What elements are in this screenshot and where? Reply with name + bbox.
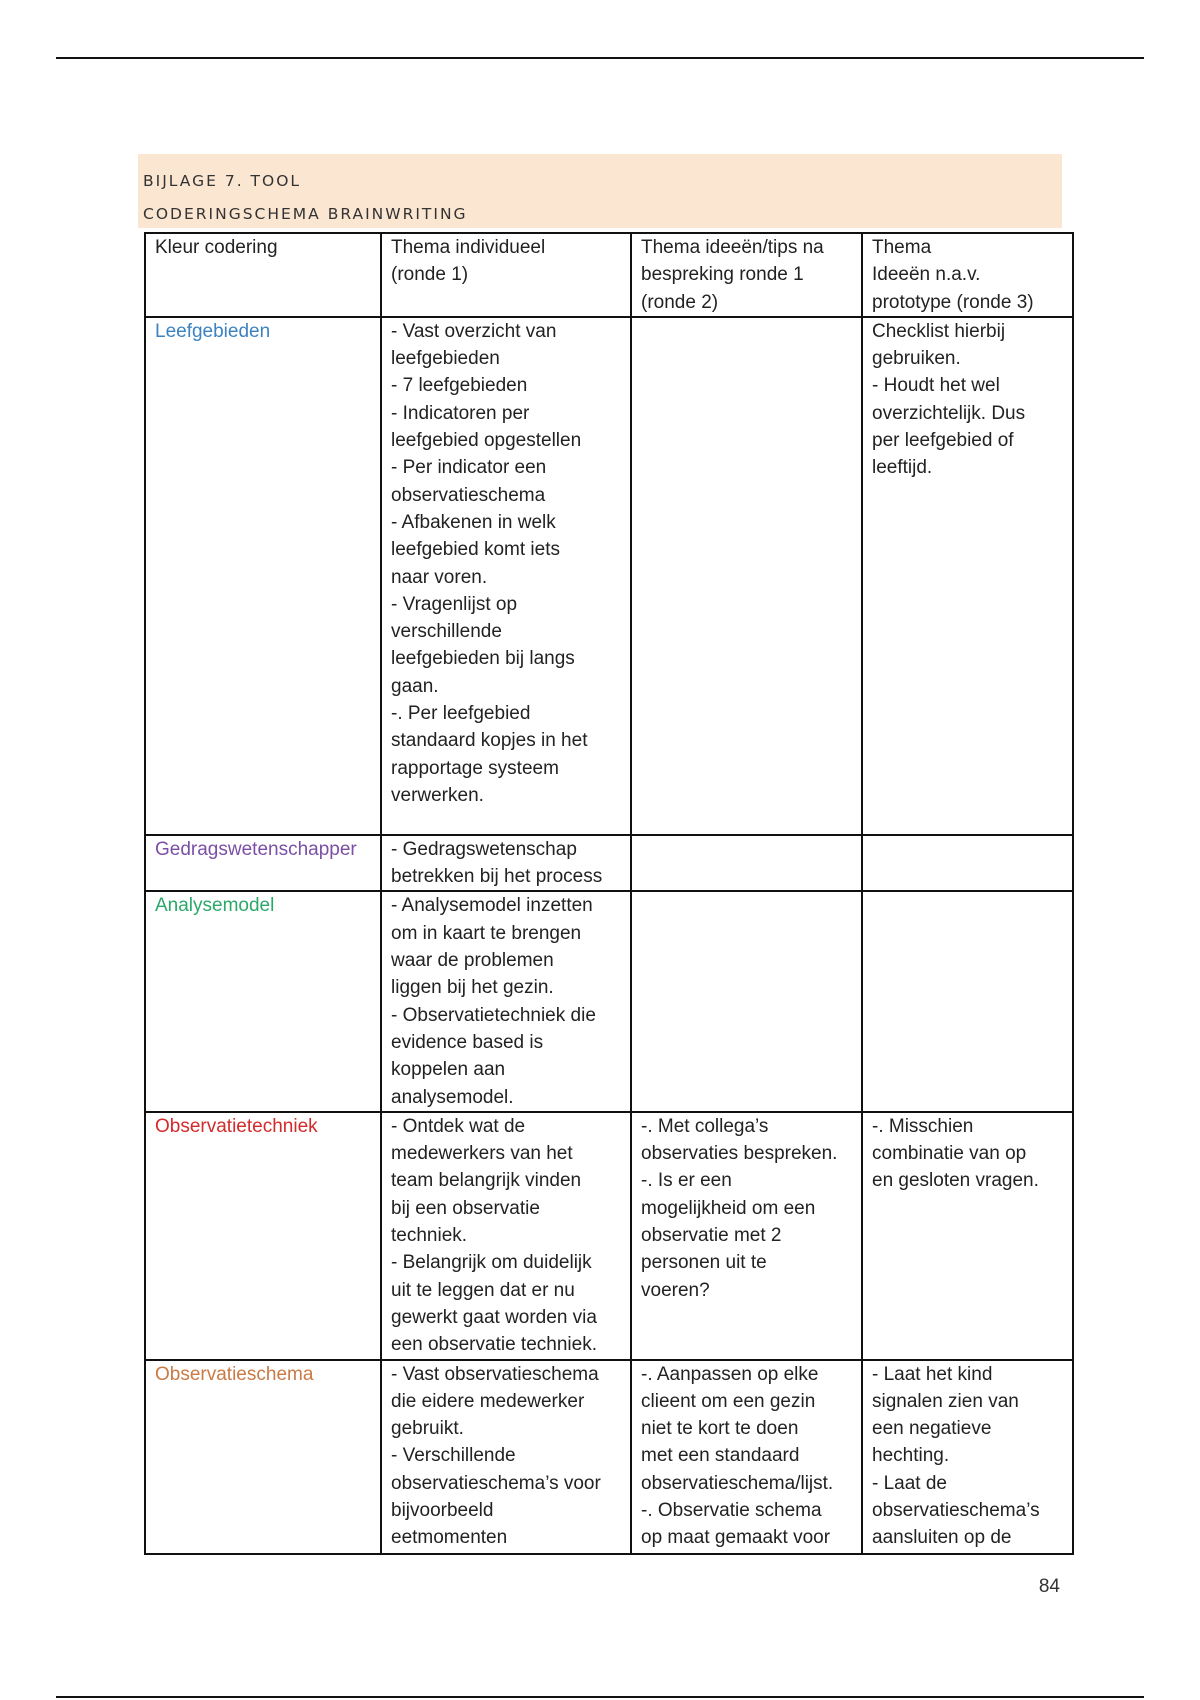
- category-label: Observatieschema: [155, 1363, 314, 1385]
- cell-text-line: voeren?: [641, 1279, 710, 1301]
- category-label: Analysemodel: [155, 895, 275, 917]
- cell-text-line: observatieschema’s voor: [391, 1472, 601, 1494]
- cell-thema-ronde-3: [862, 835, 1073, 892]
- cell-text-line: hechting.: [872, 1445, 950, 1467]
- table-row: [145, 1112, 1073, 1360]
- page-number: 84: [1038, 1576, 1060, 1597]
- cell-text-line: betrekken bij het process: [391, 866, 603, 888]
- cell-kleur-codering: [145, 1112, 381, 1360]
- cell-text-line: - Analysemodel inzetten: [391, 895, 593, 917]
- cell-text-line: - 7 leefgebieden: [391, 375, 528, 397]
- cell-thema-ronde-2: [631, 1112, 862, 1360]
- cell-text-line: gebruiken.: [872, 348, 961, 370]
- cell-text-line: - Laat de: [872, 1472, 947, 1494]
- column-header-thema-individueel: [381, 233, 631, 317]
- cell-text-line: leefgebieden bij langs: [391, 648, 575, 670]
- cell-text-line: combinatie van op: [872, 1143, 1027, 1165]
- cell-text-line: bij een observatie: [391, 1197, 540, 1219]
- cell-text-line: een observatie techniek.: [391, 1334, 597, 1356]
- table-row: [145, 317, 1073, 835]
- cell-text-line: op maat gemaakt voor: [641, 1527, 831, 1549]
- table-row: [145, 835, 1073, 892]
- cell-text-line: leefgebieden: [391, 348, 500, 370]
- cell-text-line: observatieschema/lijst.: [641, 1472, 834, 1494]
- cell-text-line: -. Aanpassen op elke: [641, 1363, 819, 1385]
- category-label: Gedragswetenschapper: [155, 838, 357, 860]
- appendix-heading: [138, 154, 1062, 228]
- cell-text-line: - Verschillende: [391, 1445, 516, 1467]
- cell-text-line: gewerkt gaat worden via: [391, 1306, 597, 1328]
- cell-text-line: eetmomenten: [391, 1527, 508, 1549]
- cell-text-line: - Vast overzicht van: [391, 320, 557, 342]
- header-line: Thema: [872, 237, 932, 258]
- cell-text-line: - Laat het kind: [872, 1363, 993, 1385]
- cell-text-line: een negatieve: [872, 1418, 992, 1440]
- cell-text-line: - Vast observatieschema: [391, 1363, 599, 1385]
- cell-text-line: niet te kort te doen: [641, 1418, 799, 1440]
- cell-text-line: - Afbakenen in welk: [391, 511, 556, 533]
- cell-text-line: -. Met collega’s: [641, 1115, 769, 1137]
- header-rule: [56, 57, 1144, 59]
- cell-text-line: leeftijd.: [872, 457, 933, 479]
- table-header-row: [145, 233, 1073, 317]
- cell-text-line: gebruikt.: [391, 1418, 464, 1440]
- cell-text-line: die eidere medewerker: [391, 1390, 585, 1412]
- cell-text-line: verschillende: [391, 621, 502, 643]
- cell-text-line: -. Is er een: [641, 1170, 732, 1192]
- category-label: Observatietechniek: [155, 1115, 318, 1137]
- header-line: bespreking ronde 1: [641, 264, 804, 286]
- cell-text-line: en gesloten vragen.: [872, 1170, 1039, 1192]
- cell-kleur-codering: [145, 835, 381, 892]
- cell-text-line: evidence based is: [391, 1031, 544, 1053]
- cell-text-line: Checklist hierbij: [872, 320, 1006, 342]
- column-header-thema-ronde-2: [631, 233, 862, 317]
- header-line: (ronde 1): [391, 264, 469, 286]
- table-row: [145, 891, 1073, 1111]
- cell-text-line: mogelijkheid om een: [641, 1197, 816, 1219]
- cell-kleur-codering: [145, 317, 381, 835]
- cell-text-line: gaan.: [391, 675, 439, 697]
- cell-thema-individueel: [381, 1360, 631, 1554]
- cell-text-line: verwerken.: [391, 784, 484, 806]
- cell-kleur-codering: [145, 891, 381, 1111]
- cell-text-line: waar de problemen: [391, 950, 554, 972]
- cell-text-line: - Indicatoren per: [391, 402, 530, 424]
- cell-text-line: aansluiten op de: [872, 1527, 1012, 1549]
- cell-text-line: overzichtelijk. Dus: [872, 402, 1026, 424]
- table-row: [145, 1360, 1073, 1554]
- cell-thema-ronde-3: [862, 1360, 1073, 1554]
- cell-text-line: koppelen aan: [391, 1059, 506, 1081]
- cell-text-line: met een standaard: [641, 1445, 800, 1467]
- cell-text-line: leefgebied opgestellen: [391, 430, 582, 452]
- cell-text-line: per leefgebied of: [872, 430, 1014, 452]
- header-line: Thema ideeën/tips na: [641, 237, 824, 258]
- cell-text-line: techniek.: [391, 1225, 468, 1247]
- cell-thema-ronde-3: [862, 317, 1073, 835]
- cell-text-line: team belangrijk vinden: [391, 1170, 582, 1192]
- cell-text-line: rapportage systeem: [391, 757, 559, 779]
- cell-thema-ronde-2: [631, 317, 862, 835]
- cell-thema-ronde-2: [631, 891, 862, 1111]
- cell-text-line: -. Misschien: [872, 1115, 974, 1137]
- cell-text-line: leefgebied komt iets: [391, 539, 560, 561]
- appendix-subtitle: CODERINGSCHEMA BRAINWRITING: [143, 205, 468, 223]
- cell-text-line: observatieschema: [391, 484, 546, 506]
- cell-thema-individueel: [381, 835, 631, 892]
- appendix-title: BIJLAGE 7. TOOL: [143, 172, 302, 190]
- cell-text-line: bijvoorbeeld: [391, 1500, 494, 1522]
- cell-kleur-codering: [145, 1360, 381, 1554]
- header-line: Thema individueel: [391, 237, 546, 258]
- cell-text-line: -. Observatie schema: [641, 1500, 822, 1522]
- cell-thema-ronde-2: [631, 835, 862, 892]
- cell-text-line: signalen zien van: [872, 1390, 1019, 1412]
- category-label: Leefgebieden: [155, 320, 271, 342]
- cell-text-line: - Vragenlijst op: [391, 593, 518, 615]
- cell-text-line: om in kaart te brengen: [391, 922, 582, 944]
- cell-text-line: observatie met 2: [641, 1225, 782, 1247]
- cell-text-line: liggen bij het gezin.: [391, 977, 554, 999]
- header-line: Ideeën n.a.v.: [872, 264, 981, 286]
- cell-thema-individueel: [381, 317, 631, 835]
- cell-thema-individueel: [381, 891, 631, 1111]
- cell-thema-individueel: [381, 1112, 631, 1360]
- cell-text-line: - Observatietechniek die: [391, 1004, 596, 1026]
- cell-text-line: - Houdt het wel: [872, 375, 1000, 397]
- cell-text-line: observatieschema’s: [872, 1500, 1040, 1522]
- cell-text-line: standaard kopjes in het: [391, 730, 588, 752]
- cell-text-line: medewerkers van het: [391, 1143, 573, 1165]
- header-line: Kleur codering: [155, 237, 278, 258]
- cell-text-line: analysemodel.: [391, 1086, 514, 1108]
- cell-text-line: - Ontdek wat de: [391, 1115, 526, 1137]
- cell-text-line: personen uit te: [641, 1252, 767, 1274]
- header-line: prototype (ronde 3): [872, 291, 1034, 313]
- header-line: (ronde 2): [641, 291, 719, 313]
- cell-thema-ronde-3: [862, 891, 1073, 1111]
- cell-text-line: naar voren.: [391, 566, 488, 588]
- cell-text-line: - Per indicator een: [391, 457, 547, 479]
- cell-text-line: - Gedragswetenschap: [391, 838, 577, 860]
- cell-thema-ronde-3: [862, 1112, 1073, 1360]
- cell-text-line: uit te leggen dat er nu: [391, 1279, 575, 1301]
- cell-thema-ronde-2: [631, 1360, 862, 1554]
- column-header-thema-ronde-3: [862, 233, 1073, 317]
- column-header-kleur-codering: [145, 233, 381, 317]
- cell-text-line: -. Per leefgebied: [391, 703, 531, 725]
- footer-rule: [56, 1696, 1144, 1698]
- cell-text-line: - Belangrijk om duidelijk: [391, 1252, 592, 1274]
- cell-text-line: clieent om een gezin: [641, 1390, 816, 1412]
- coding-scheme-table: [144, 232, 1074, 1555]
- cell-text-line: observaties bespreken.: [641, 1143, 838, 1165]
